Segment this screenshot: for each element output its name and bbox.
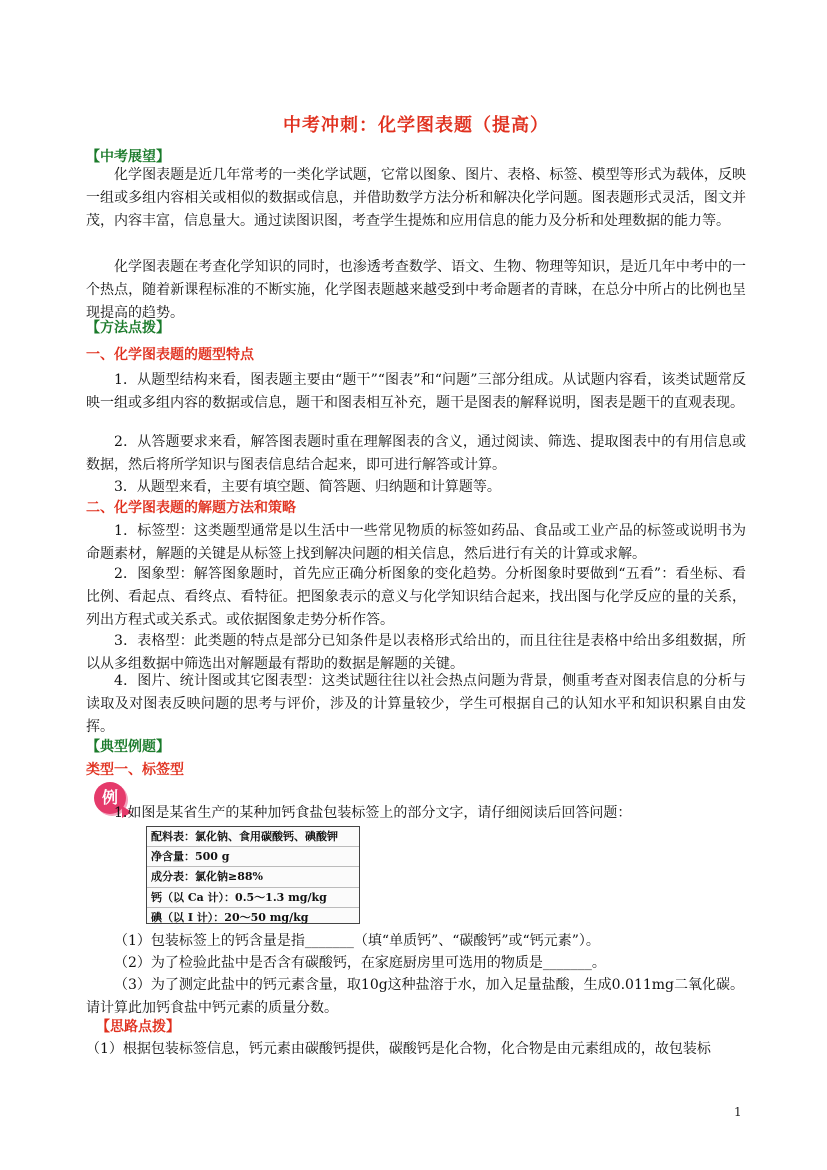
hint-text: （1）根据包装标签信息，钙元素由碳酸钙提供，碳酸钙是化合物，化合物是由元素组成的，故包装标 — [86, 1041, 711, 1057]
label-row-calcium: 钙（以 Ca 计）：0.5～1.3 mg/kg — [147, 888, 359, 908]
hint-heading: 【思路点拨】 — [96, 1019, 180, 1035]
method-s2-paragraph-3: 3．表格型：此类题的特点是部分已知条件是以表格形式给出的，而且往往是表格中给出多组数据，所以从多组数据中筛选出对解题最有帮助的数据是解题的关键。 — [86, 633, 746, 672]
method-subheading-2: 二、化学图表题的解题方法和策略 — [86, 500, 296, 516]
method-s1-paragraph-3: 3．从题型来看，主要有填空题、简答题、归纳题和计算题等。 — [114, 479, 501, 495]
label-row-net-content: 净含量：500 g — [147, 847, 359, 867]
heading-method: 【方法点拨】 — [86, 320, 170, 336]
example-1-question: 1.如图是某省生产的某种加钙食盐包装标签上的部分文字，请仔细阅读后回答问题： — [114, 805, 632, 821]
sub-question-2: （2）为了检验此盐中是否含有碳酸钙，在家庭厨房里可选用的物质是_______。 — [114, 955, 606, 971]
sub-question-1: （1）包装标签上的钙含量是指_______（填“单质钙”、“碳酸钙”或“钙元素”）。 — [114, 933, 600, 949]
sub-question-3: （3）为了测定此盐中的钙元素含量，取10g这种盐溶于水，加入足量盐酸，生成0.011mg二氧化碳。请计算此加钙食盐中钙元素的质量分数。 — [86, 977, 744, 1016]
outlook-paragraph-2: 化学图表题在考查化学知识的同时，也渗透考查数学、语文、生物、物理等知识，是近几年中考中的一个热点，随着新课程标准的不断实施，化学图表题越来越受到中考命题者的青睐，在总分中所占的比例也呈现提高的趋势。 — [86, 259, 746, 321]
method-s2-paragraph-2: 2．图象型：解答图象题时，首先应正确分析图象的变化趋势。分析图象时要做到“五看”：看坐标、看比例、看起点、看终点、看特征。把图象表示的意义与化学知识结合起来，找出图与化学反应的量的关系，列出方程式或关系式。或依据图象走势分析作答。 — [86, 566, 746, 628]
heading-examples: 【典型例题】 — [86, 739, 170, 755]
method-s2-paragraph-1: 1．标签型：这类题型通常是以生活中一些常见物质的标签如药品、食品或工业产品的标签或说明书为命题素材，解题的关键是从标签上找到解决问题的相关信息，然后进行有关的计算或求解。 — [86, 523, 746, 562]
label-row-composition: 成分表：氯化钠≥88% — [147, 867, 359, 887]
label-row-ingredients: 配料表：氯化钠、食用碳酸钙、碘酸钾 — [147, 827, 359, 847]
salt-label-figure — [146, 826, 360, 924]
method-s1-paragraph-1: 1．从题型结构来看，图表题主要由“题干”“图表”和“问题”三部分组成。从试题内容看，该类试题常反映一组或多组内容的数据或信息，题干和图表相互补充，题干是图表的解释说明，图表是题干的直观表现。 — [86, 372, 746, 411]
heading-outlook: 【中考展望】 — [86, 149, 170, 165]
method-subheading-1: 一、化学图表题的题型特点 — [86, 347, 254, 363]
example-badge-icon: 例 — [94, 782, 126, 814]
page-number: 1 — [734, 1105, 742, 1119]
page-title: 中考冲刺：化学图表题（提高） — [283, 115, 549, 136]
method-s2-paragraph-4: 4．图片、统计图或其它图表型：这类试题往往以社会热点问题为背景，侧重考查对图表信息的分析与读取及对图表反映问题的思考与评价，涉及的计算量较少，学生可根据自己的认知水平和知识积累自由发挥。 — [86, 673, 746, 735]
label-row-iodine: 碘（以 I 计）：20～50 mg/kg — [151, 910, 309, 924]
outlook-paragraph-1: 化学图表题是近几年常考的一类化学试题，它常以图象、图片、表格、标签、模型等形式为载体，反映一组或多组内容相关或相似的数据或信息，并借助数学方法分析和解决化学问题。图表题形式灵活，图文并茂，内容丰富，信息量大。通过读图识图，考查学生提炼和应用信息的能力及分析和处理数据的能力等。 — [86, 167, 746, 229]
method-s1-paragraph-2: 2．从答题要求来看，解答图表题时重在理解图表的含义，通过阅读、筛选、提取图表中的有用信息或数据，然后将所学知识与图表信息结合起来，即可进行解答或计算。 — [86, 434, 746, 473]
example-type-1-heading: 类型一、标签型 — [86, 762, 184, 778]
